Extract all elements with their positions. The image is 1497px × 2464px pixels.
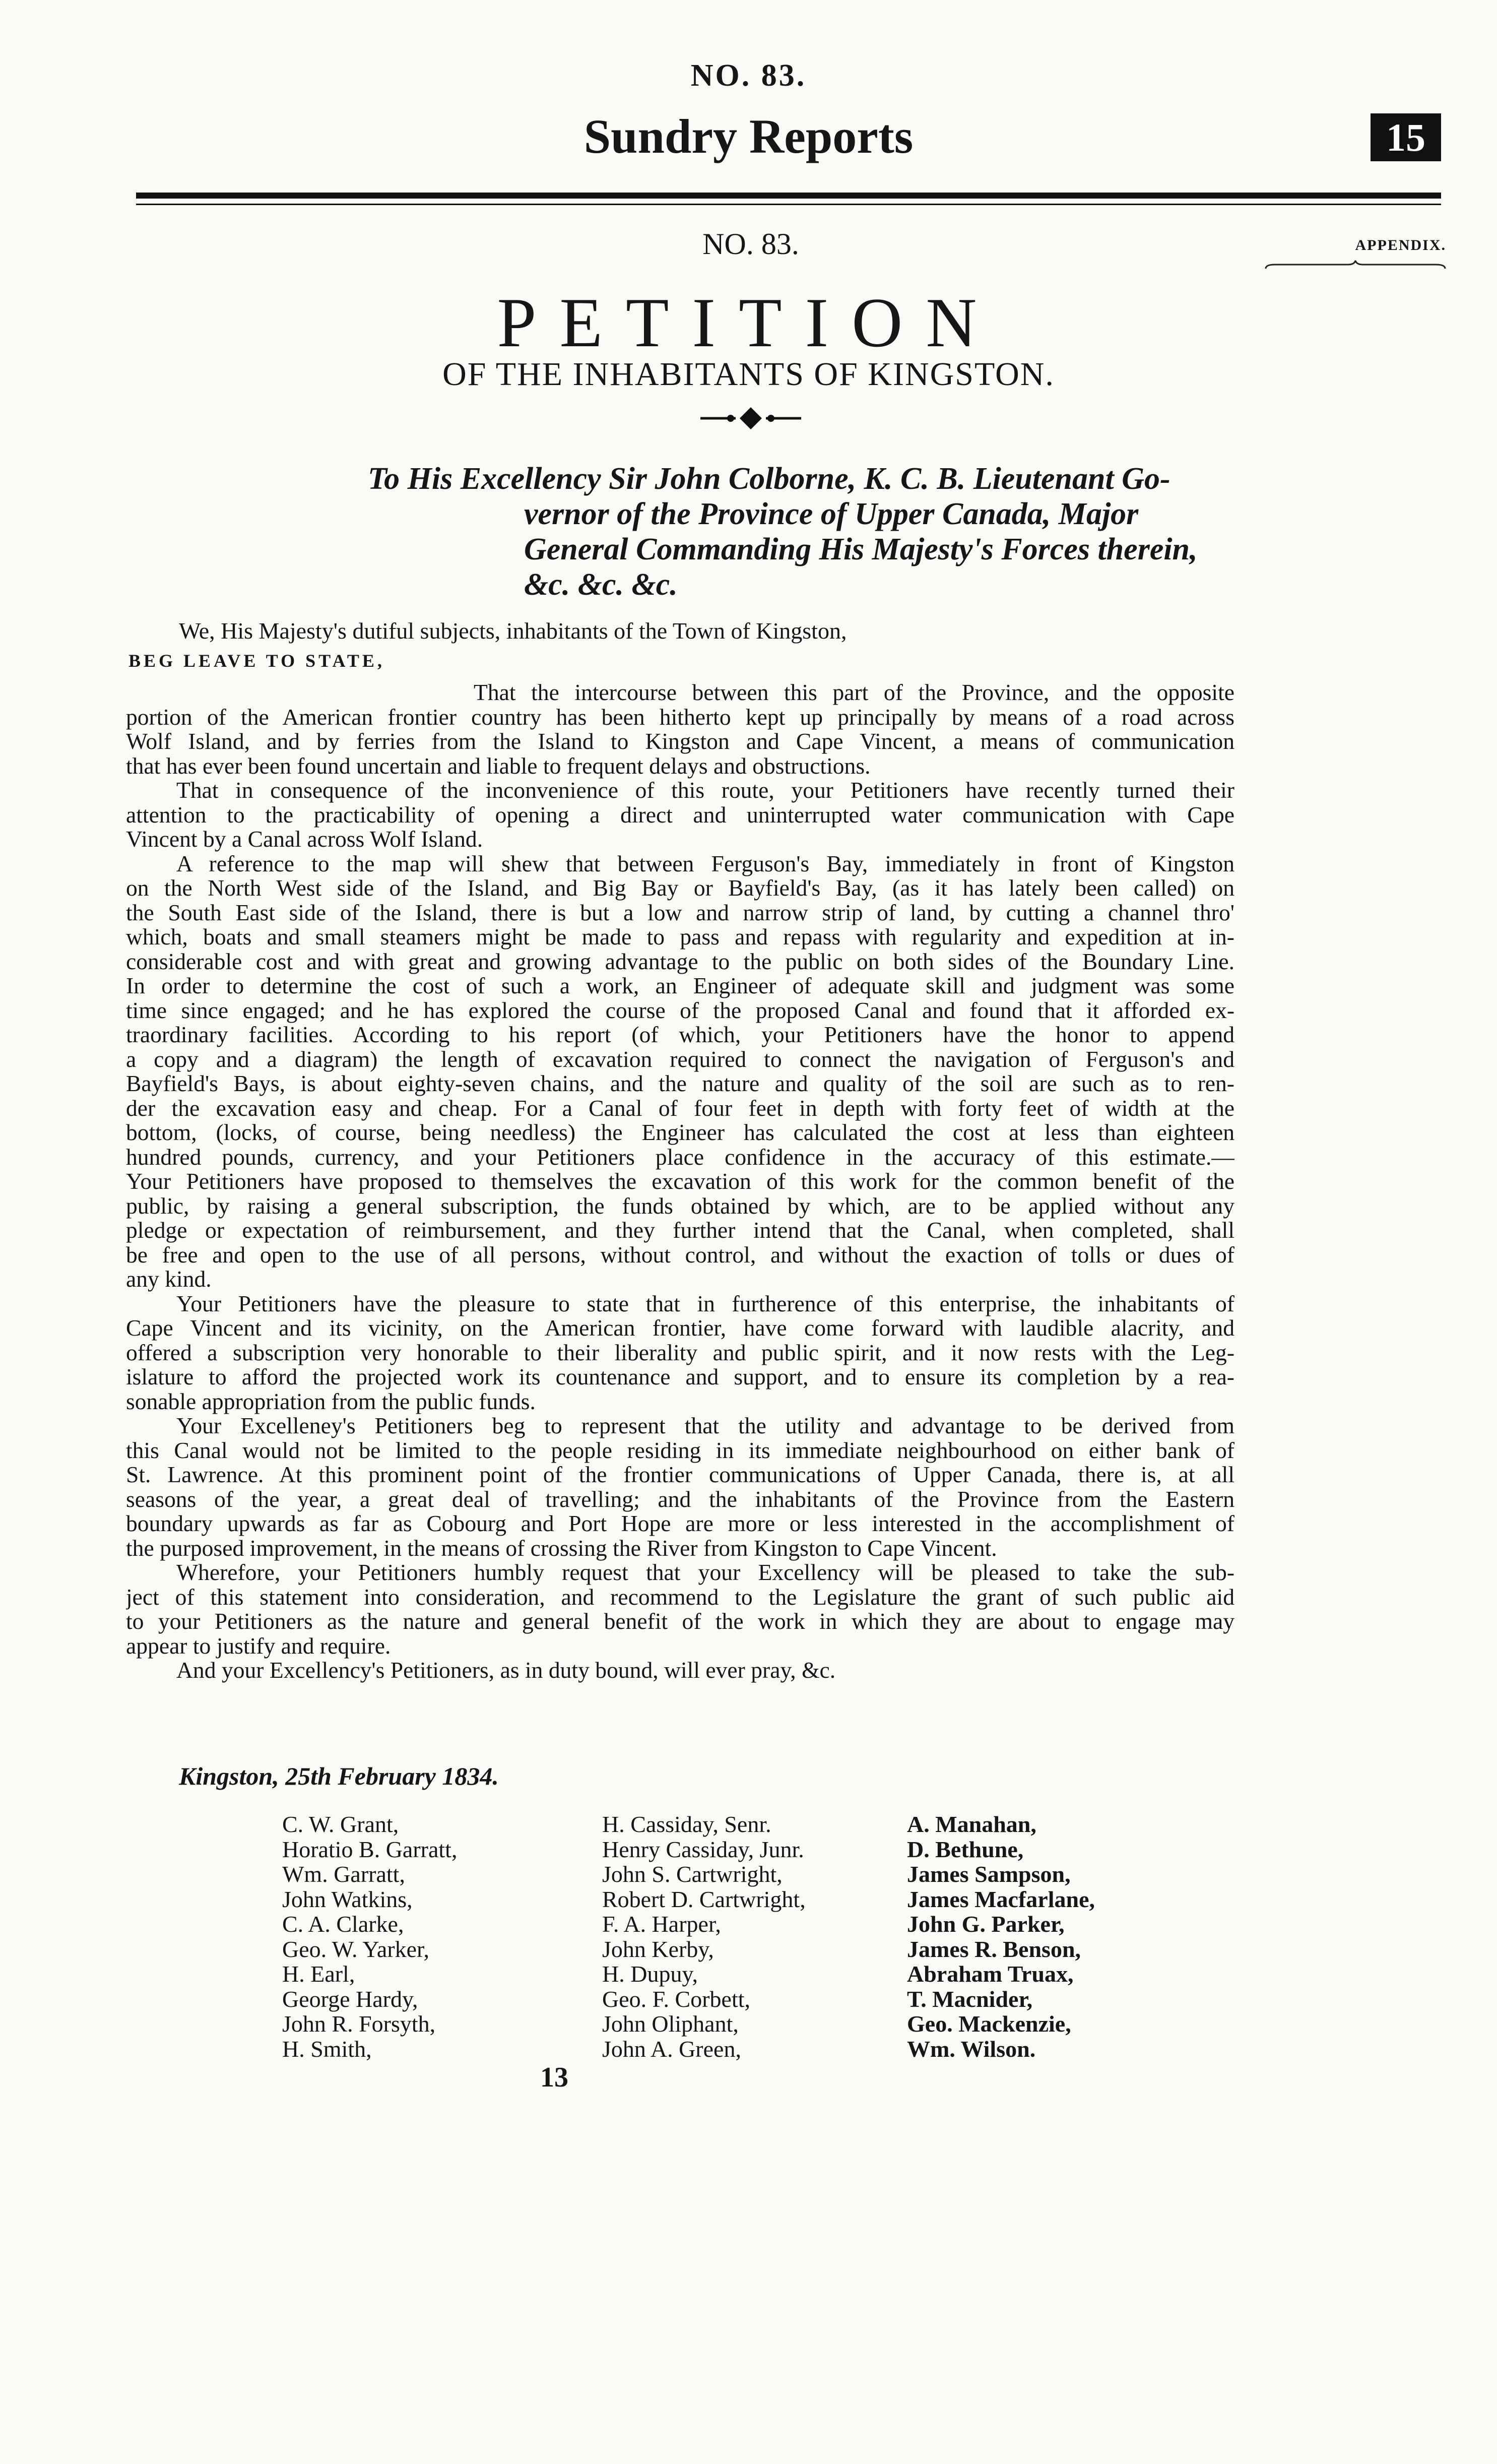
address-line: To His Excellency Sir John Colborne, K. C. B. Lieutenant Go- [368, 462, 1170, 496]
body-line: Cape Vincent and its vicinity, on the American frontier, have come forward with laudible alacrity, and [126, 1315, 1234, 1341]
header-page-marker: 15 [1371, 113, 1441, 161]
body-line: bottom, (locks, of course, being needless) the Engineer has calculated the cost at less than eighteen [126, 1119, 1234, 1145]
divider-ornament [695, 403, 806, 433]
signature-name: Abraham Truax, [907, 1961, 1074, 1987]
signature-name: Geo. F. Corbett, [602, 1986, 751, 2012]
signature-name: H. Cassiday, Senr. [602, 1811, 771, 1837]
signature-name: T. Macnider, [907, 1986, 1033, 2012]
body-line: boundary upwards as far as Cobourg and Port Hope are more or less interested in the accomplishment of [126, 1510, 1234, 1536]
body-line: offered a subscription very honorable to their liberality and public spirit, and it now rests with the Leg- [126, 1339, 1234, 1365]
body-line: which, boats and small steamers might be made to pass and repass with regularity and expedition at in- [126, 924, 1234, 950]
body-line: the South East side of the Island, there is but a low and narrow strip of land, by cutting a channel thro' [126, 899, 1234, 925]
body-line: on the North West side of the Island, and Big Bay or Bayfield's Bay, (as it has lately been called) on [126, 875, 1234, 901]
body-line: Your Excelleney's Petitioners beg to represent that the utility and advantage to be derived from [176, 1413, 1234, 1438]
signature-name: John Watkins, [282, 1886, 413, 1912]
petition-body [126, 675, 1234, 1683]
header-rule-thick [136, 193, 1441, 199]
body-line: Your Petitioners have proposed to themselves the excavation of this work for the common benefit of the [126, 1168, 1234, 1194]
body-line: In order to determine the cost of such a work, an Engineer of adequate skill and judgment was some [126, 973, 1234, 998]
signature-name: John S. Cartwright, [602, 1861, 783, 1887]
signature-name: John G. Parker, [907, 1911, 1065, 1937]
signature-name: A. Manahan, [907, 1811, 1036, 1837]
appendix-label: APPENDIX. [1355, 237, 1446, 254]
body-line: Your Petitioners have the pleasure to state that in furtherence of this enterprise, the inhabitants of [176, 1290, 1234, 1316]
signature-name: Horatio B. Garratt, [282, 1836, 458, 1862]
body-line: pledge or expectation of reimbursement, and they further intend that the Canal, when completed, shall [126, 1217, 1234, 1243]
signature-name: John R. Forsyth, [282, 2011, 436, 2037]
body-line: Wolf Island, and by ferries from the Island to Kingston and Cape Vincent, a means of communication [126, 728, 1234, 754]
signature-name: F. A. Harper, [602, 1911, 721, 1937]
body-line: this Canal would not be limited to the people residing in its immediate neighbourhood on either bank of [126, 1437, 1234, 1463]
body-line: traordinary facilities. According to his report (of which, your Petitioners have the honor to append [126, 1022, 1234, 1047]
date-line: Kingston, 25th February 1834. [179, 1762, 499, 1790]
body-line: that has ever been found uncertain and liable to frequent delays and obstructions. [126, 752, 871, 779]
header-rule-thin [136, 204, 1441, 205]
address-line: &c. &c. &c. [524, 567, 678, 602]
body-line: St. Lawrence. At this prominent point of the frontier communications of Upper Canada, there is, at all [126, 1462, 1234, 1487]
signature-name: John Kerby, [602, 1936, 714, 1962]
signature-name: C. A. Clarke, [282, 1911, 404, 1937]
body-line: attention to the practicability of opening a direct and uninterrupted water communication with Cape [126, 801, 1234, 828]
signature-name: James Sampson, [907, 1861, 1071, 1887]
signature-name: James Macfarlane, [907, 1886, 1095, 1912]
preamble: We, His Majesty's dutiful subjects, inhabitants of the Town of Kingston, [179, 618, 847, 644]
beg-leave-heading: BEG LEAVE TO STATE, [128, 651, 385, 671]
signature-name: James R. Benson, [907, 1936, 1081, 1962]
header-title: Sundry Reports [583, 109, 914, 163]
signature-name: Geo. Mackenzie, [907, 2011, 1071, 2037]
signature-name: Geo. W. Yarker, [282, 1936, 430, 1962]
signature-name: John A. Green, [602, 2036, 741, 2062]
signature-name: H. Dupuy, [602, 1961, 698, 1987]
body-line: considerable cost and with great and growing advantage to the public on both sides of the Boundary Line. [126, 948, 1234, 974]
signature-column [282, 1812, 457, 2061]
signature-name: H. Earl, [282, 1961, 355, 1987]
body-line: time since engaged; and he has explored the course of the proposed Canal and found that it afforded ex- [126, 997, 1234, 1023]
address-line: vernor of the Province of Upper Canada, Major [524, 497, 1139, 531]
body-line: appear to justify and require. [126, 1632, 391, 1659]
body-line: a copy and a diagram) the length of excavation required to connect the navigation of Ferguson's and [126, 1046, 1234, 1072]
body-line: seasons of the year, a great deal of travelling; and the inhabitants of the Province from the Eastern [126, 1486, 1234, 1512]
body-line: der the excavation easy and cheap. For a Canal of four feet in depth with forty feet of width at the [126, 1095, 1234, 1121]
body-line: A reference to the map will shew that between Ferguson's Bay, immediately in front of Kingston [176, 850, 1234, 876]
body-line: And your Excellency's Petitioners, as in duty bound, will ever pray, &c. [176, 1657, 836, 1683]
signature-name: John Oliphant, [602, 2011, 739, 2037]
signature-name: H. Smith, [282, 2036, 372, 2062]
body-line: Bayfield's Bays, is about eighty-seven chains, and the nature and quality of the soil are such as to ren- [126, 1070, 1234, 1096]
body-line: any kind. [126, 1266, 212, 1292]
body-line: That in consequence of the inconvenience of this route, your Petitioners have recently turned their [176, 777, 1234, 803]
body-line: islature to afford the projected work its countenance and support, and to ensure its completion by a rea- [126, 1364, 1234, 1389]
petition-subtitle: OF THE INHABITANTS OF KINGSTON. [442, 356, 1055, 393]
signature-column [602, 1812, 806, 2061]
header-document-number: NO. 83. [690, 58, 807, 93]
body-line: portion of the American frontier country has been hitherto kept up principally by means of a road across [126, 704, 1234, 730]
page-number: 13 [540, 2062, 568, 2093]
signature-column [907, 1812, 1095, 2061]
signature-name: C. W. Grant, [282, 1811, 399, 1837]
body-line: hundred pounds, currency, and your Petitioners place confidence in the accuracy of this estimate.— [126, 1144, 1234, 1170]
signature-name: Wm. Garratt, [282, 1861, 405, 1887]
signature-name: D. Bethune, [907, 1836, 1024, 1862]
body-line: Vincent by a Canal across Wolf Island. [126, 826, 483, 852]
body-line: sonable appropriation from the public funds. [126, 1388, 536, 1414]
signature-name: Henry Cassiday, Junr. [602, 1836, 804, 1862]
petition-number: NO. 83. [702, 227, 799, 261]
body-line: public, by raising a general subscription, the funds obtained by which, are to be applied without any [126, 1192, 1234, 1219]
body-line: the purposed improvement, in the means of crossing the River from Kingston to Cape Vincent. [126, 1535, 997, 1561]
signature-name: Wm. Wilson. [907, 2036, 1036, 2062]
body-line: That the intercourse between this part of the Province, and the opposite [474, 679, 1234, 705]
petition-title: PETITION [497, 284, 1000, 362]
body-line: ject of this statement into consideration, and recommend to the Legislature the grant of such public aid [126, 1584, 1234, 1610]
address-line: General Commanding His Majesty's Forces therein, [524, 532, 1198, 566]
body-line: to your Petitioners as the nature and general benefit of the work in which they are about to engage may [126, 1608, 1234, 1634]
appendix-brace-ornament [1265, 260, 1446, 270]
signature-name: Robert D. Cartwright, [602, 1886, 806, 1912]
signature-name: George Hardy, [282, 1986, 418, 2012]
body-line: be free and open to the use of all persons, without control, and without the exaction of tolls or dues of [126, 1241, 1234, 1268]
body-line: Wherefore, your Petitioners humbly request that your Excellency will be pleased to take the sub- [176, 1559, 1234, 1585]
